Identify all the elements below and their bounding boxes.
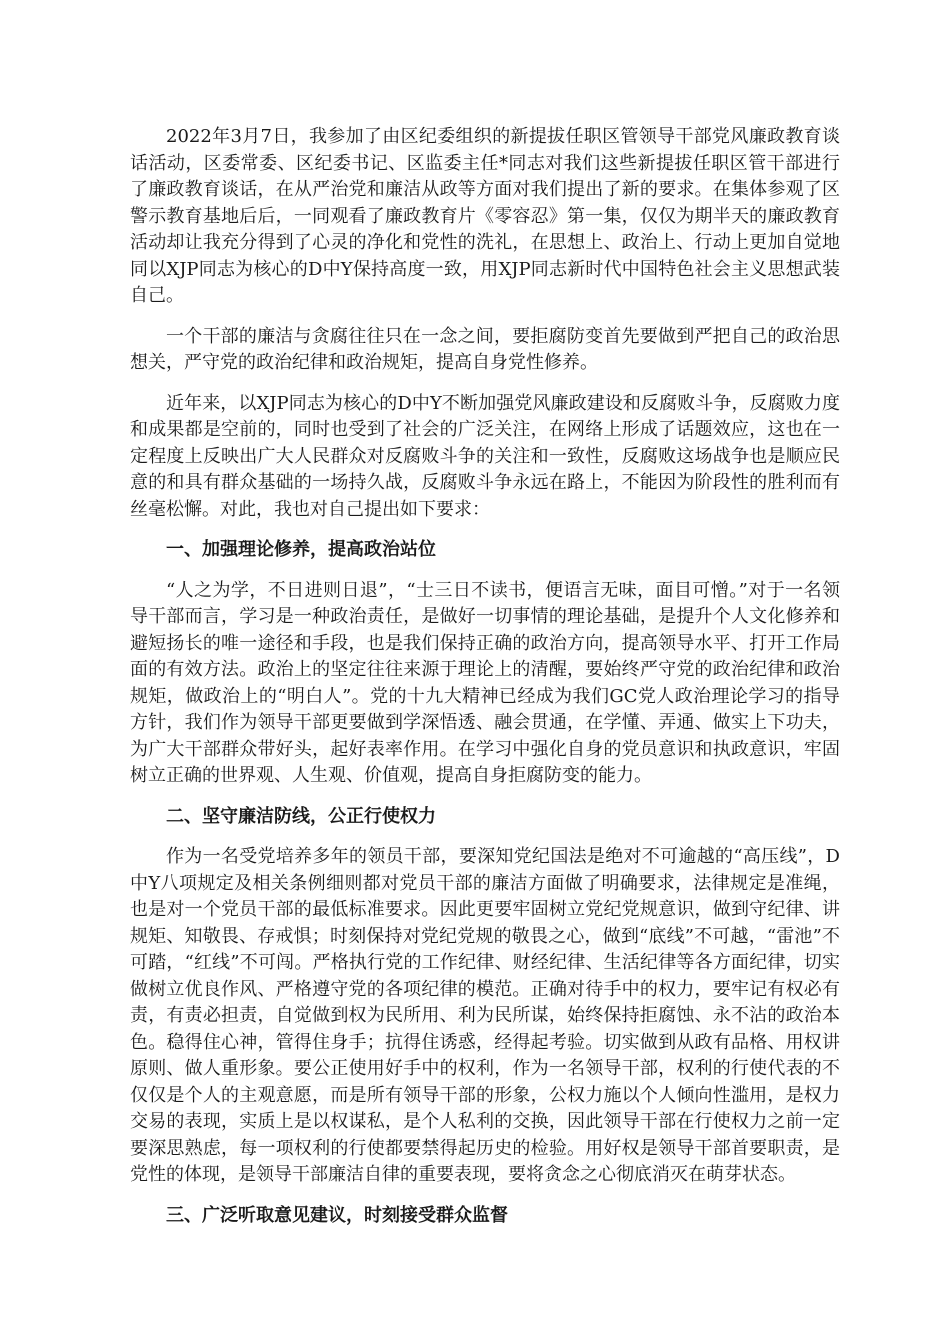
document-body — [130, 124, 840, 1243]
section-heading-3: 三、广泛听取意见建议，时刻接受群众监督 — [166, 1204, 508, 1226]
section-heading-1: 一、加强理论修养，提高政治站位 — [166, 539, 436, 560]
section-2-paragraph: 作为一名受党培养多年的领员干部，要深知党纪国法是绝对不可逾越的“高压线”，D中Y八项规定及相关条例细则都对党员干部的廉洁方面做了明确要求，法律规定是准绳，也是对一个党员干部的最低标准要求。因此更要牢固树立党纪党规意识，做到守纪律、讲规矩、知敬畏、存戒惧；时刻保持对党纪党规的敬畏之心，做到“底线”不可越，“雷池”不可踏，“红线”不可闯。严格执行党的工作纪律、财经纪律、生活纪律等各方面纪律，切实做树立优良作风、严格遵守党的各项纪律的模范。正确对待手中的权力，要牢记有权必有责，有责必担责，自觉做到权为民所用、利为民所谋，始终保持拒腐蚀、永不沾的政治本色。稳得住心神，管得住身手；抗得住诱惑，经得起考验。切实做到从政有品格、用权讲原则、做人重形象。要公正使用好手中的权利，作为一名领导干部，权利的行使代表的不仅仅是个人的主观意愿，而是所有领导干部的形象，公权力施以个人倾向性滥用，是权力交易的表现，实质上是以权谋私，是个人私利的交换，因此领导干部在行使权力之前一定要深思熟虑，每一项权利的行使都要禁得起历史的检验。用好权是领导干部首要职责，是党性的体现，是领导干部廉洁自律的重要表现，要将贪念之心彻底消灭在萌芽状态。 — [130, 846, 840, 1185]
section-1-paragraph: “人之为学，不日进则日退”，“士三日不读书，便语言无味，面目可憎。”对于一名领导干部而言，学习是一种政治责任，是做好一切事情的理论基础，是提升个人文化修养和避短扬长的唯一途径和手段，也是我们保持正确的政治方向，提高领导水平、打开工作局面的有效方法。政治上的坚定往往来源于理论上的清醒，要始终严守党的政治纪律和政治规矩，做政治上的“明白人”。党的十九大精神已经成为我们GC党人政治理论学习的指导方针，我们作为领导干部更要做到学深悟透、融会贯通，在学懂、弄通、做实上下功夫，为广大干部群众带好头，起好表率作用。在学习中强化自身的党员意识和执政意识，牢固树立正确的世界观、人生观、价值观，提高自身拒腐防变的能力。 — [130, 579, 840, 786]
body-paragraph: 近年来，以XJP同志为核心的D中Y不断加强党风廉政建设和反腐败斗争，反腐败力度和成果都是空前的，同时也受到了社会的广泛关注，在网络上形成了话题效应，这也在一定程度上反映出广大人民群众对反腐败斗争的关注和一致性，反腐败这场战争也是顺应民意的和具有群众基础的一场持久战，反腐败斗争永远在路上，不能因为阶段性的胜利而有丝毫松懈。对此，我也对自己提出如下要求： — [130, 392, 840, 520]
body-paragraph: 一个干部的廉洁与贪腐往往只在一念之间，要拒腐防变首先要做到严把自己的政治思想关，严守党的政治纪律和政治规矩，提高自身党性修养。 — [130, 325, 840, 373]
section-heading-2: 二、坚守廉洁防线，公正行使权力 — [166, 805, 436, 827]
intro-paragraph: 2022年3月7日，我参加了由区纪委组织的新提拔任职区管领导干部党风廉政教育谈话活动，区委常委、区纪委书记、区监委主任*同志对我们这些新提拔任职区管干部进行了廉政教育谈话，在从严治党和廉洁从政等方面对我们提出了新的要求。在集体参观了区警示教育基地后后，一同观看了廉政教育片《零容忍》第一集，仅仅为期半天的廉政教育活动却让我充分得到了心灵的净化和党性的洗礼，在思想上、政治上、行动上更加自觉地同以XJP同志为核心的D中Y保持高度一致，用XJP同志新时代中国特色社会主义思想武装自己。 — [130, 126, 840, 306]
